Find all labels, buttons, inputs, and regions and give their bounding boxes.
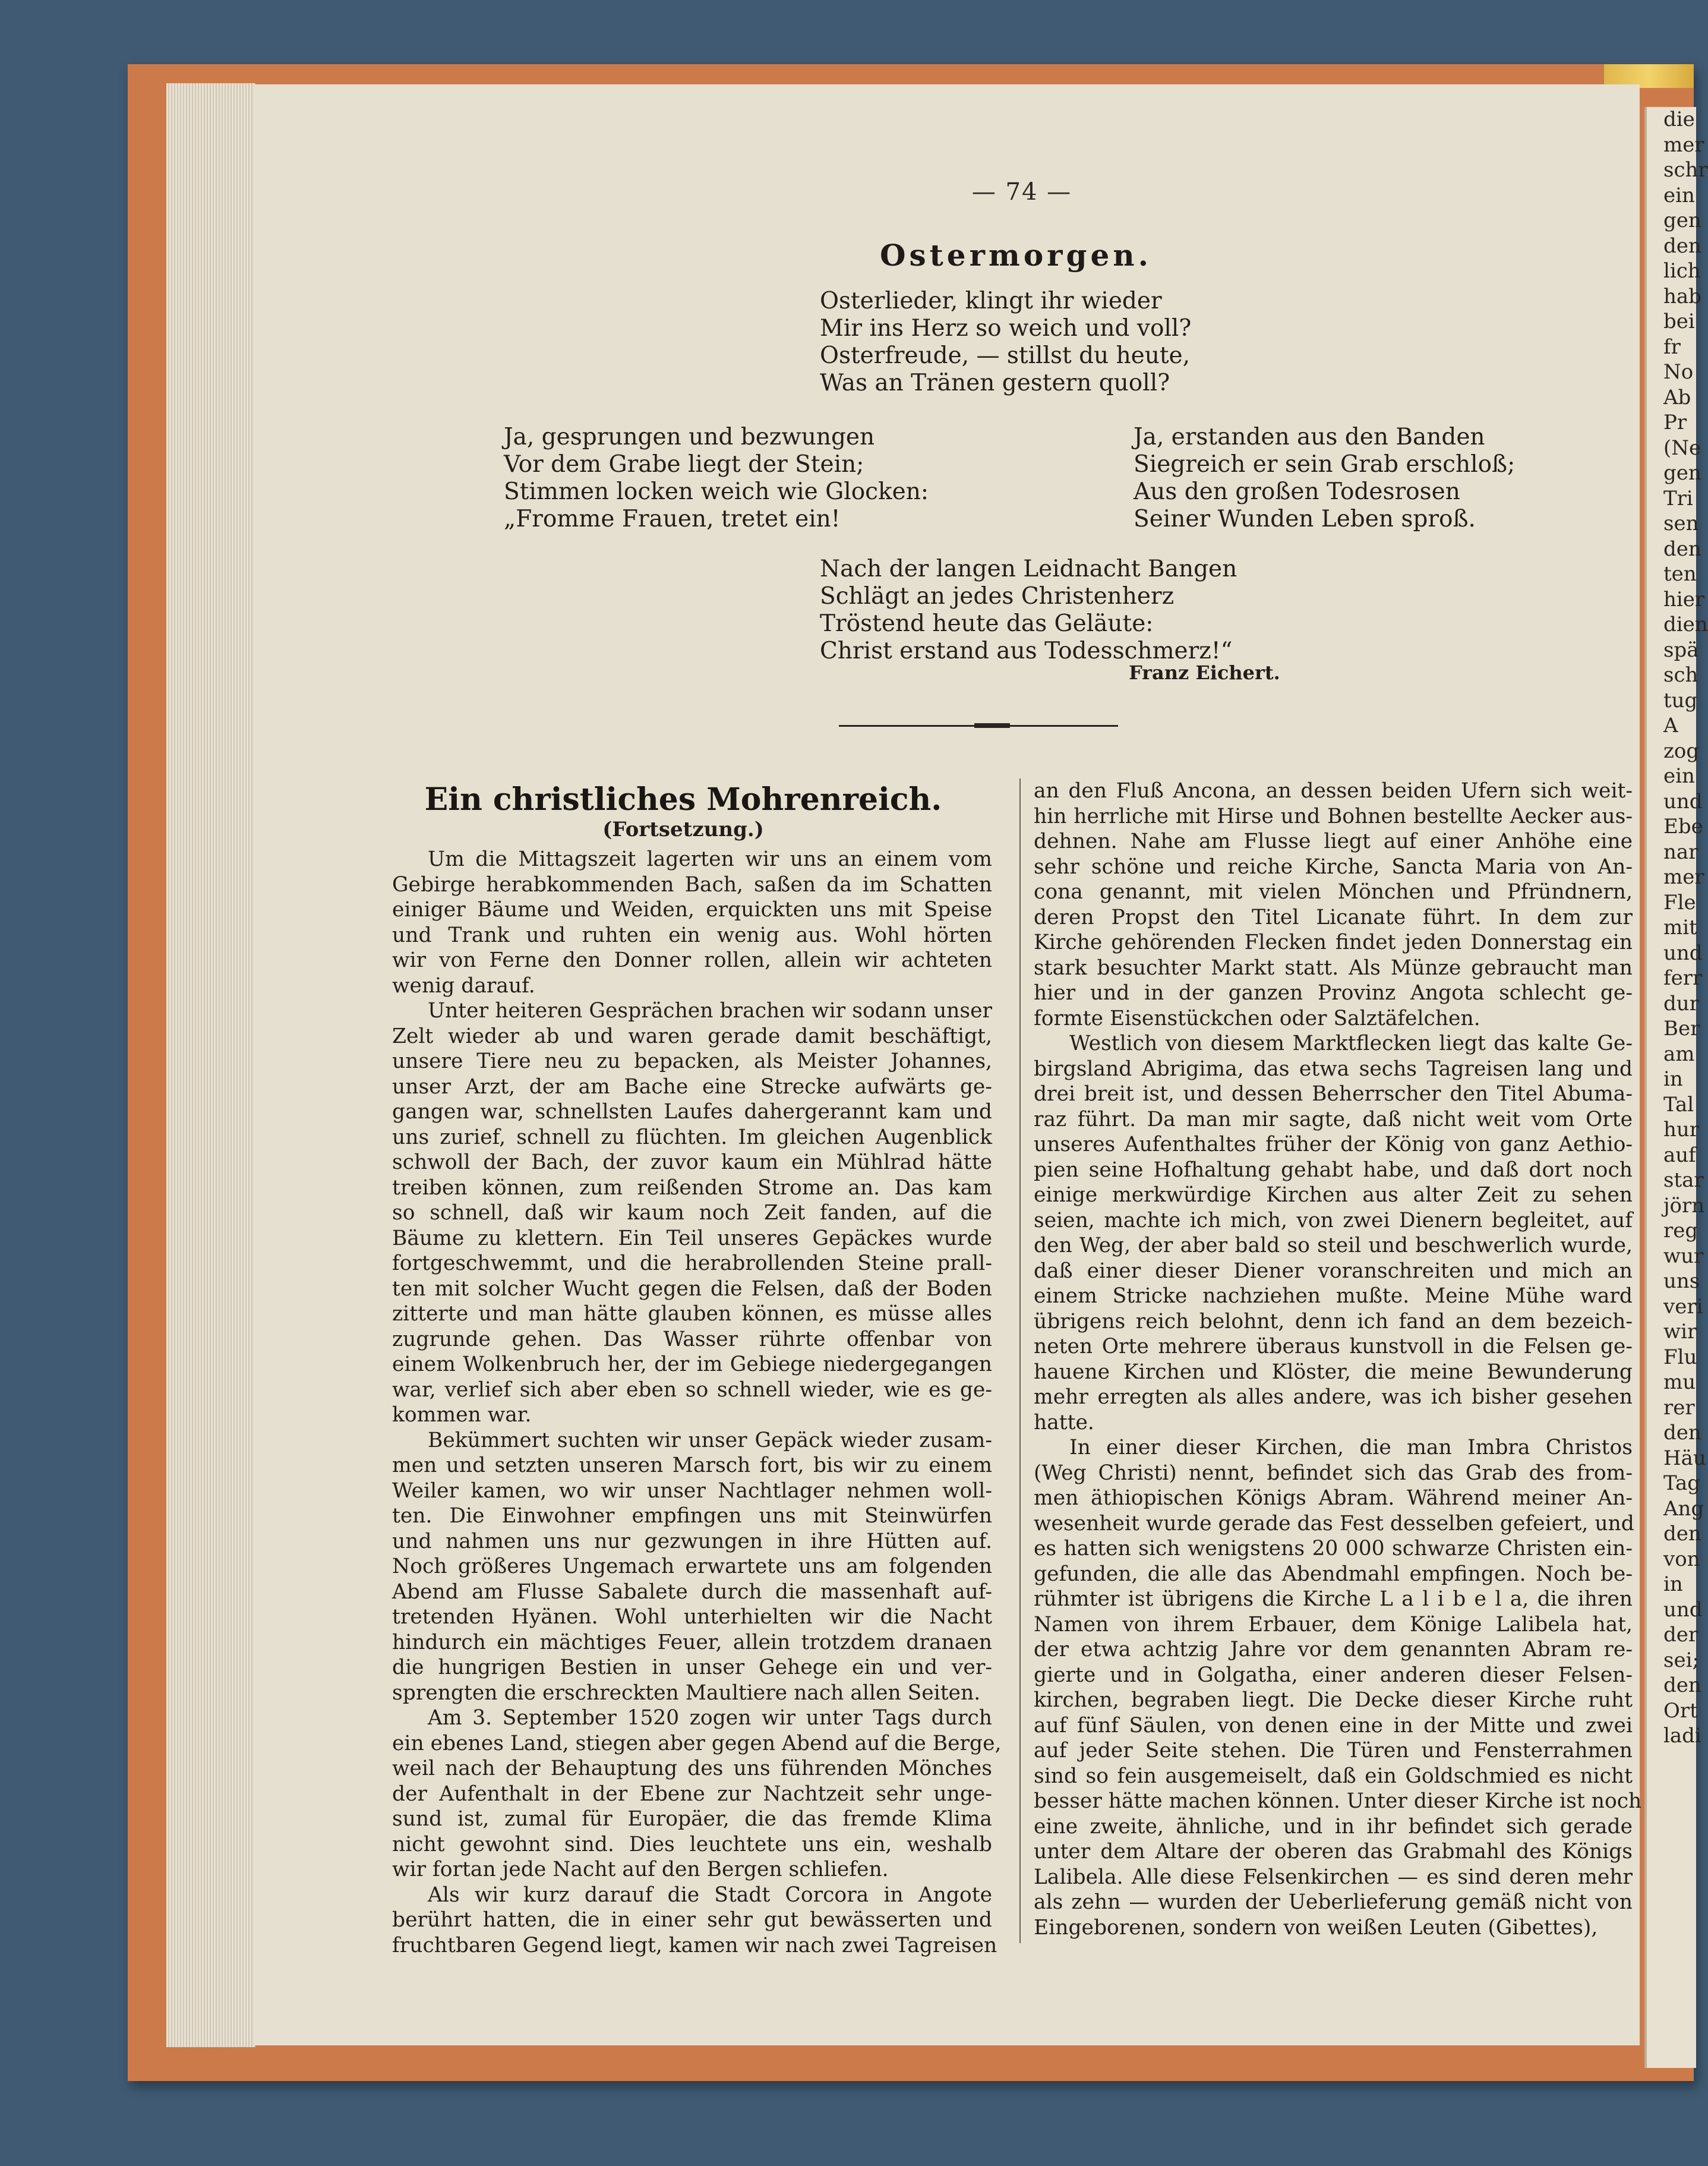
next-page-fragment: schr — [1663, 158, 1708, 182]
text-line: ten mit solcher Wucht gegen die Felsen, daß der Boden — [392, 1276, 992, 1301]
next-page-fragment: ladi — [1663, 1724, 1701, 1748]
text-line: Noch größeres Ungemach erwartete uns am folgenden — [392, 1555, 992, 1578]
section-divider-ornament — [974, 723, 1010, 728]
next-page-fragment: der — [1663, 1623, 1698, 1647]
text-line: wir fortan jede Nacht auf den Bergen schliefen. — [392, 1858, 889, 1881]
text-line: der Aufenthalt in der Ebene zur Nachtzeit sehr unge- — [392, 1782, 992, 1806]
poem-line: Nach der langen Leidnacht Bangen — [820, 556, 1237, 582]
next-page-fragment: rer — [1663, 1395, 1695, 1420]
poem-line: Siegreich er sein Grab erschloß; — [1134, 451, 1516, 478]
poem-line: Ja, erstanden aus den Banden — [1134, 424, 1485, 450]
text-line: und Trank und ruhten ein wenig aus. Wohl hörten — [392, 923, 992, 947]
text-line: pien seine Hofhaltung gehabt habe, und daß dort noch — [1034, 1158, 1633, 1182]
next-page-fragment: uns — [1663, 1269, 1700, 1293]
next-page-fragment: und — [1663, 789, 1703, 814]
text-line: raz führt. Da man mir sagte, daß nicht weit vom Orte — [1034, 1107, 1633, 1131]
text-line: Gebirge herabkommenden Bach, saßen da im Schatten — [392, 872, 992, 897]
text-line: zitterte und man hätte glauben können, es müsse alles — [392, 1302, 992, 1326]
next-page-fragment: ten — [1663, 562, 1697, 586]
next-page-fragment: jörn — [1663, 1193, 1705, 1218]
text-line: es hatten sich wenigstens 20 000 schwarze Christen ein- — [1034, 1537, 1633, 1560]
text-line: unsere Tiere neu zu bepacken, als Meister Johannes, — [392, 1049, 992, 1073]
text-line: deren Propst den Titel Licanate führt. In dem zur — [1034, 905, 1633, 929]
next-page-fragment: Flu — [1663, 1345, 1697, 1369]
text-line: einige merkwürdige Kirchen aus alter Zeit zu sehen — [1034, 1183, 1633, 1207]
next-page-fragment: mer — [1663, 133, 1704, 157]
next-page-fragment: und — [1663, 1597, 1703, 1622]
poem-author: Franz Eichert. — [1129, 661, 1280, 684]
next-page-fragment: hur — [1663, 1118, 1700, 1142]
text-line: Namen von ihrem Erbauer, dem Könige Lalibela hat, — [1034, 1612, 1633, 1637]
next-page-fragment: No — [1663, 360, 1694, 384]
text-line: men äthiopischen Königs Abram. Während meiner An- — [1034, 1486, 1633, 1510]
text-line: berührt hatten, die in einer sehr gut bewässerten und — [392, 1908, 992, 1932]
next-page-fragment: den — [1663, 234, 1701, 258]
next-page-fragment: wur — [1663, 1244, 1704, 1268]
text-line: sund ist, zumal für Europäer, die das fremde Klima — [392, 1807, 992, 1831]
text-line: fortgeschwemmt, und die herabrollenden Steine prall- — [392, 1251, 992, 1275]
next-page-fragment: am — [1663, 1042, 1695, 1066]
text-line: tretenden Hyänen. Wohl unterhielten wir die Nacht — [392, 1605, 992, 1629]
next-page-fragment: reg — [1663, 1219, 1698, 1243]
text-line: unseres Aufenthaltes früher der König von ganz Aethio- — [1034, 1133, 1633, 1156]
poem-line: Aus den großen Todesrosen — [1134, 478, 1460, 505]
text-line: hindurch ein mächtiges Feuer, allein trotzdem dranaen — [392, 1630, 992, 1654]
poem-line: Osterfreude, — stillst du heute, — [820, 342, 1191, 369]
poem-line: „Fromme Frauen, tretet ein! — [504, 506, 841, 532]
poem-stanza-1 — [820, 288, 1191, 397]
next-page-fragment: star — [1663, 1168, 1704, 1192]
next-page-fragment: Häu — [1663, 1446, 1706, 1470]
next-page-fragment: Tag — [1663, 1471, 1701, 1495]
text-line: hin herrliche mit Hirse und Bohnen bestellte Aecker aus- — [1034, 804, 1633, 828]
next-page-fragment: lich — [1663, 259, 1701, 283]
next-page-fragment: und — [1663, 941, 1703, 965]
next-page-fragment: in — [1663, 1067, 1683, 1091]
next-page-fragment: Tal — [1663, 1092, 1694, 1117]
text-line: gierte und in Golgatha, einer anderen dieser Felsen- — [1034, 1663, 1633, 1687]
text-line: Abend am Flusse Sabalete durch die massenhaft auf- — [392, 1579, 992, 1604]
column-rule — [1019, 778, 1021, 1943]
text-line: mehr erregten als alles andere, was ich bisher gesehen — [1034, 1385, 1633, 1409]
poem-line: Stimmen locken weich wie Glocken: — [504, 478, 929, 505]
poem-line: Seiner Wunden Leben sproß. — [1134, 506, 1476, 532]
next-page-fragment: Ab — [1663, 385, 1691, 409]
text-line: rühmter ist übrigens die Kirche L a l i b e l a, die ihren — [1034, 1587, 1633, 1611]
next-page-fragment: ein — [1663, 764, 1695, 788]
text-line: einiger Bäume und Weiden, erquickten uns mit Speise — [392, 898, 992, 922]
text-line: Kirche gehörenden Flecken findet jeden Donnerstag ein — [1034, 931, 1633, 954]
text-line: auf fünf Säulen, von denen eine in der Mitte und zwei — [1034, 1713, 1633, 1738]
text-line: sehr schöne und reiche Kirche, Sancta Maria von An- — [1034, 855, 1633, 879]
text-line: ten. Die Einwohner empfingen uns mit Steinwürfen — [392, 1504, 992, 1528]
article-left-column — [392, 847, 1002, 1958]
text-line: und nahmen uns nur gezwungen in ihre Hütten auf. — [392, 1529, 992, 1553]
next-page-fragment: veri — [1663, 1294, 1703, 1319]
text-line: auf jeder Seite stehen. Die Türen und Fensterrahmen — [1034, 1739, 1633, 1763]
text-line: übrigens reich belohnt, denn ich fand an dem bezeich- — [1034, 1309, 1633, 1333]
text-line: ein ebenes Land, stiegen aber gegen Abend auf die Berge, — [392, 1731, 1002, 1755]
text-line: einem Wolkenbruch her, der im Gebiege niedergegangen — [392, 1352, 992, 1376]
text-line: men und setzten unseren Marsch fort, bis wir zu einem — [392, 1454, 992, 1477]
text-line: zugrunde gehen. Das Wasser rührte offenbar von — [392, 1327, 992, 1351]
next-page-fragment: ferr — [1663, 966, 1703, 990]
text-line: stark besuchter Markt statt. Als Münze gebraucht man — [1034, 956, 1633, 980]
text-line: wesenheit wurde gerade das Fest desselben gefeiert, und — [1034, 1511, 1634, 1536]
text-line: cona genannt, mit vielen Mönchen und Pfründnern, — [1034, 880, 1633, 904]
text-line: Eingeborenen, sondern von weißen Leuten (Gibettes), — [1034, 1915, 1598, 1940]
text-line: kommen war. — [392, 1403, 532, 1427]
poem-line: Osterlieder, klingt ihr wieder — [820, 288, 1162, 314]
poem-stanza-4 — [820, 556, 1237, 665]
poem-line: Vor dem Grabe liegt der Stein; — [504, 451, 864, 478]
text-line: Unter heiteren Gesprächen brachen wir sodann unser — [428, 999, 992, 1023]
next-page-fragment: zog — [1663, 739, 1700, 763]
text-line: wir von Ferne den Donner rollen, allein wir achteten — [392, 948, 992, 972]
text-line: unser Arzt, der am Bache eine Strecke aufwärts ge- — [392, 1074, 992, 1099]
text-line: so schnell, daß wir kaum noch Zeit fanden, auf die — [392, 1201, 992, 1225]
text-line: Lalibela. Alle diese Felsenkirchen — es sind deren mehr — [1034, 1865, 1633, 1889]
text-line: gangen war, schnellsten Laufes dahergerannt kam und — [392, 1100, 992, 1124]
next-page-fragment: bei — [1663, 310, 1695, 333]
next-page-fragment: dien — [1663, 613, 1708, 636]
next-page-fragment: die — [1663, 108, 1695, 131]
next-page-edge — [1644, 107, 1708, 2068]
next-page-fragment: mer — [1663, 865, 1704, 889]
poem-line: Schlägt an jedes Christenherz — [820, 583, 1175, 610]
text-line: schwoll der Bach, der zuvor kaum ein Mühlrad hätte — [392, 1150, 992, 1174]
next-page-fragment: den — [1663, 1673, 1701, 1697]
text-line: nicht gewohnt sind. Dies leuchtete uns ein, weshalb — [392, 1832, 992, 1856]
text-line: daß einer dieser Diener voranschreiten und mich an — [1034, 1259, 1633, 1283]
text-line: (Weg Christi) nennt, befindet sich das Grab des from- — [1034, 1461, 1633, 1485]
text-line: Zelt wieder ab und waren gerade damit beschäftigt, — [392, 1024, 992, 1048]
poem-line: Tröstend heute das Geläute: — [820, 610, 1154, 637]
next-page-fragment: tug — [1663, 688, 1698, 712]
next-page-fragment: dur — [1663, 991, 1699, 1016]
text-line: sind so fein ausgemeiselt, daß ein Goldschmied es nicht — [1034, 1764, 1633, 1788]
text-line: neten Orte mehrere überaus kunstvoll in die Felsen ge- — [1034, 1335, 1633, 1358]
text-line: weil nach der Behauptung des uns führenden Mönches — [392, 1757, 992, 1780]
next-page-fragment: mit — [1663, 916, 1697, 939]
text-line: der etwa achtzig Jahre vor dem genannten Abram re- — [1034, 1638, 1633, 1661]
next-page-fragment: den — [1663, 1522, 1701, 1546]
article-right-column — [1034, 778, 1642, 1940]
text-line: gefunden, die alle das Abendmahl empfingen. Noch be- — [1034, 1562, 1633, 1586]
text-line: dehnen. Nahe am Flusse liegt auf einer Anhöhe eine — [1034, 830, 1633, 853]
next-page-fragment: gen — [1663, 209, 1701, 232]
next-page-fragment: ein — [1663, 183, 1695, 207]
next-page-fragment: Ebe — [1663, 815, 1703, 838]
text-line: Weiler kamen, wo wir unser Nachtlager nehmen woll- — [392, 1478, 992, 1503]
next-page-fragment: den — [1663, 537, 1701, 561]
next-page-fragment: von — [1663, 1547, 1700, 1571]
text-line: den Weg, der aber bald so steil und beschwerlich wurde, — [1034, 1234, 1633, 1257]
poem-line: Ja, gesprungen und bezwungen — [504, 424, 875, 450]
text-line: die hungrigen Bestien in unser Gehege ein und ver- — [392, 1656, 992, 1679]
next-page-fragment: Ber — [1663, 1017, 1700, 1041]
text-line: wenig darauf. — [392, 973, 535, 998]
text-line: Bäume zu klettern. Ein Teil unseres Gepäckes wurde — [392, 1226, 992, 1250]
next-page-fragment: sch — [1663, 663, 1698, 687]
text-line: besser hätte machen können. Unter dieser Kirche ist noch — [1034, 1789, 1642, 1813]
text-line: war, verlief sich aber eben so schnell wieder, wie es ge- — [392, 1377, 992, 1402]
next-page-fragment: den — [1663, 1421, 1701, 1445]
next-page-fragment: hier — [1663, 587, 1705, 611]
text-line: drei breit ist, und dessen Beherrscher den Titel Abuma- — [1034, 1082, 1633, 1106]
next-page-fragment: Pr — [1663, 411, 1687, 434]
text-line: kirchen, begraben liegt. Die Decke dieser Kirche ruht — [1034, 1688, 1633, 1712]
next-page-fragment: Ang — [1663, 1496, 1704, 1521]
next-page-fragment: spä — [1663, 638, 1699, 662]
text-line: als zehn — wurden der Ueberlieferung gemäß nicht von — [1034, 1890, 1633, 1914]
text-line: birgsland Abrigima, das etwa sechs Tagreisen lang und — [1034, 1057, 1633, 1081]
next-page-fragment: fr — [1663, 335, 1681, 359]
next-page-fragment: in — [1663, 1572, 1683, 1596]
text-line: sprengten die erschreckten Maultiere nach allen Seiten. — [392, 1681, 981, 1705]
text-line: eine zweite, ähnliche, und in ihr befindet sich gerade — [1034, 1814, 1633, 1839]
text-line: an den Fluß Ancona, an dessen beiden Ufern sich weit- — [1034, 779, 1633, 803]
article-subtitle: (Fortsetzung.) — [602, 818, 764, 841]
text-line: seien, machte ich mich, von zwei Dienern begleitet, auf — [1034, 1208, 1633, 1232]
next-page-fragment: hab — [1663, 284, 1701, 308]
text-line: einem Stricke nachziehen mußte. Meine Mühe ward — [1034, 1284, 1633, 1308]
poem-line: Was an Tränen gestern quoll? — [820, 370, 1170, 396]
next-page-fragment: A — [1663, 714, 1678, 737]
text-line: Als wir kurz darauf die Stadt Corcora in Angote — [428, 1883, 992, 1907]
poem-line: Christ erstand aus Todesschmerz!“ — [820, 638, 1233, 664]
text-line: uns zurief, schnell zu flüchten. Im gleichen Augenblick — [392, 1125, 992, 1149]
next-page-fragment: nar — [1663, 840, 1698, 864]
next-page-fragment: Tri — [1663, 486, 1693, 510]
poem-line: Mir ins Herz so weich und voll? — [820, 315, 1192, 342]
text-line: hatte. — [1034, 1410, 1094, 1434]
next-page-fragment: mu — [1663, 1370, 1696, 1394]
text-line: hauene Kirchen und Klöster, die meine Bewunderung — [1034, 1360, 1633, 1384]
text-line: formte Eisenstückchen oder Salztäfelchen. — [1034, 1006, 1480, 1030]
next-page-fragment: (Ne — [1663, 436, 1701, 460]
text-line: Um die Mittagszeit lagerten wir uns an einem vom — [428, 847, 992, 871]
poem-stanza-3 — [1134, 424, 1515, 533]
text-line: In einer dieser Kirchen, die man Imbra Christos — [1069, 1436, 1633, 1459]
next-page-fragment: Ort — [1663, 1698, 1698, 1723]
page-edges — [166, 83, 255, 2047]
next-page-fragment: sen — [1663, 512, 1699, 535]
poem-stanza-2 — [504, 424, 929, 533]
text-line: hier und in der ganzen Provinz Angota schlecht ge- — [1034, 981, 1633, 1005]
next-page-fragment: Fle — [1663, 890, 1696, 915]
text-line: Westlich von diesem Marktflecken liegt das kalte Ge- — [1069, 1032, 1633, 1055]
text-line: treiben können, zum reißenden Strome an. Das kam — [392, 1175, 992, 1200]
text-line: Am 3. September 1520 zogen wir unter Tags durch — [428, 1706, 992, 1730]
article-title: Ein christliches Mohrenreich. — [424, 781, 942, 818]
next-page-fragment: wir — [1663, 1320, 1697, 1344]
text-line: fruchtbaren Gegend liegt, kamen wir nach zwei Tagreisen — [392, 1933, 997, 1957]
next-page-fragment: gen — [1663, 461, 1701, 485]
next-page-fragment: auf — [1663, 1143, 1696, 1167]
next-page-fragment: sei; — [1663, 1648, 1699, 1672]
text-line: unter dem Altare der oberen das Grabmahl des Königs — [1034, 1840, 1633, 1864]
poem-title: Ostermorgen. — [879, 238, 1153, 273]
text-line: Bekümmert suchten wir unser Gepäck wieder zusam- — [428, 1428, 992, 1452]
page-number: — 74 — — [971, 178, 1072, 206]
